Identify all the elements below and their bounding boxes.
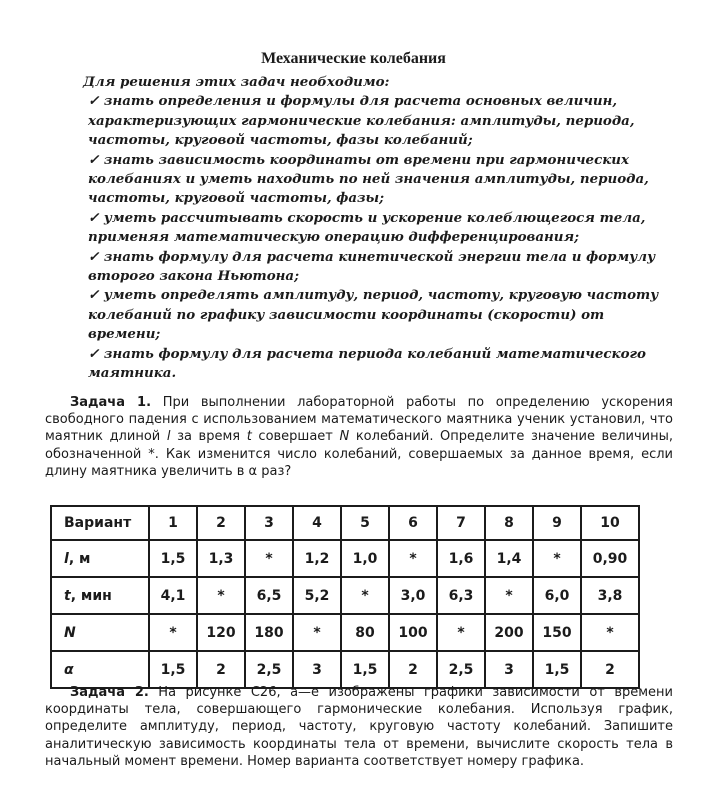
requirement-item: ✓ знать формулу для расчета кинетической энергии тела и формулу второго закона Ньютона; xyxy=(88,248,656,285)
row-label: α xyxy=(51,651,149,688)
checkmark-icon: ✓ xyxy=(88,209,100,226)
table-cell: 2 xyxy=(581,651,639,688)
table-cell: * xyxy=(293,614,341,651)
table-cell: * xyxy=(245,540,293,577)
table-row xyxy=(51,651,639,688)
table-row xyxy=(51,577,639,614)
requirement-item: ✓ знать формулу для расчета периода колебаний математического маятника. xyxy=(88,345,646,382)
task-2-label: Задача 2. xyxy=(70,685,149,700)
table-row xyxy=(51,614,639,651)
table-cell: 1,2 xyxy=(293,540,341,577)
table-header-cell: 2 xyxy=(197,506,245,540)
table-header-cell: 5 xyxy=(341,506,389,540)
table-cell: 1,5 xyxy=(341,651,389,688)
checkmark-icon: ✓ xyxy=(88,151,100,168)
row-label: t, мин xyxy=(51,577,149,614)
task-1: Задача 1. При выполнении лабораторной работы по определению ускорения свободного падения с использованием математического маятника ученик установил, что маятник длиной l за время t совершает N колебаний. Определите значение величины, обозначенной *. Как изменится число колебаний, совершаемых за данное время, если длину маятника увеличить в α раз? xyxy=(45,395,673,479)
table-cell: 3,8 xyxy=(581,577,639,614)
table-cell: * xyxy=(149,614,197,651)
checkmark-icon: ✓ xyxy=(88,248,100,265)
table-cell: * xyxy=(581,614,639,651)
table-cell: 3 xyxy=(293,651,341,688)
requirement-item: ✓ уметь рассчитывать скорость и ускорение колеблющегося тела, применяя математическую операцию дифференцирования; xyxy=(88,209,646,246)
table-cell: 2,5 xyxy=(245,651,293,688)
table-header-cell: 8 xyxy=(485,506,533,540)
table-header-cell: 4 xyxy=(293,506,341,540)
table-header-cell: 10 xyxy=(581,506,639,540)
table-cell: 1,4 xyxy=(485,540,533,577)
table-cell: 4,1 xyxy=(149,577,197,614)
table-cell: 6,5 xyxy=(245,577,293,614)
table-cell: 2 xyxy=(389,651,437,688)
table-cell: 1,5 xyxy=(149,651,197,688)
requirement-item: ✓ знать определения и формулы для расчета основных величин, характеризующих гармонические колебания: амплитуды, периода, частоты, круговой частоты, фазы колебаний; xyxy=(88,93,635,149)
requirement-item: ✓ знать зависимость координаты от времени при гармонических колебаниях и уметь находить по ней значения амплитуды, периода, частоты, круговой частоты, фазы; xyxy=(88,151,649,207)
table-cell: 2 xyxy=(197,651,245,688)
row-label: l, м xyxy=(51,540,149,577)
checkmark-icon: ✓ xyxy=(88,93,100,110)
table-cell: * xyxy=(197,577,245,614)
table-cell: 3,0 xyxy=(389,577,437,614)
table-cell: 120 xyxy=(197,614,245,651)
variants-table xyxy=(50,505,640,689)
table-cell: 80 xyxy=(341,614,389,651)
table-header-cell: 7 xyxy=(437,506,485,540)
table-header-cell: Вариант xyxy=(51,506,149,540)
table-cell: 1,5 xyxy=(149,540,197,577)
table-cell: 2,5 xyxy=(437,651,485,688)
table-cell: * xyxy=(533,540,581,577)
table-cell: 5,2 xyxy=(293,577,341,614)
table-cell: 3 xyxy=(485,651,533,688)
table-cell: 0,90 xyxy=(581,540,639,577)
table-cell: 200 xyxy=(485,614,533,651)
table-cell: * xyxy=(341,577,389,614)
table-cell: 1,3 xyxy=(197,540,245,577)
requirements-lead: Для решения этих задач необходимо: xyxy=(83,74,390,90)
table-cell: * xyxy=(485,577,533,614)
table-cell: 1,0 xyxy=(341,540,389,577)
requirement-item: ✓ уметь определять амплитуду, период, частоту, круговую частоту колебаний по графику зависимости координаты (скорости) от времени; xyxy=(88,287,659,343)
page-title: Механические колебания xyxy=(261,50,446,67)
requirements-list xyxy=(83,73,676,384)
table-header-row xyxy=(51,506,639,540)
table-cell: 1,6 xyxy=(437,540,485,577)
task-2: Задача 2. На рисунке С26, а—е изображены графики зависимости от времени координаты тела, совершающего гармонические колебания. Используя график, определите амплитуду, период, частоту, круговую частоту колебаний. Запишите аналитическую зависимость координаты тела от времени, вычислите скорость тела в начальный момент времени. Номер варианта соответствует номеру графика. xyxy=(45,685,673,769)
task-1-label: Задача 1. xyxy=(70,395,152,410)
table-header-cell: 9 xyxy=(533,506,581,540)
table-row xyxy=(51,540,639,577)
checkmark-icon: ✓ xyxy=(88,287,100,304)
table-header-cell: 6 xyxy=(389,506,437,540)
table-header-cell: 3 xyxy=(245,506,293,540)
table-cell: 150 xyxy=(533,614,581,651)
row-label: N xyxy=(51,614,149,651)
table-cell: 1,5 xyxy=(533,651,581,688)
table-cell: 100 xyxy=(389,614,437,651)
table-cell: 180 xyxy=(245,614,293,651)
table-cell: 6,3 xyxy=(437,577,485,614)
table-header-cell: 1 xyxy=(149,506,197,540)
table-cell: * xyxy=(437,614,485,651)
checkmark-icon: ✓ xyxy=(88,345,100,362)
table-cell: * xyxy=(389,540,437,577)
table-cell: 6,0 xyxy=(533,577,581,614)
